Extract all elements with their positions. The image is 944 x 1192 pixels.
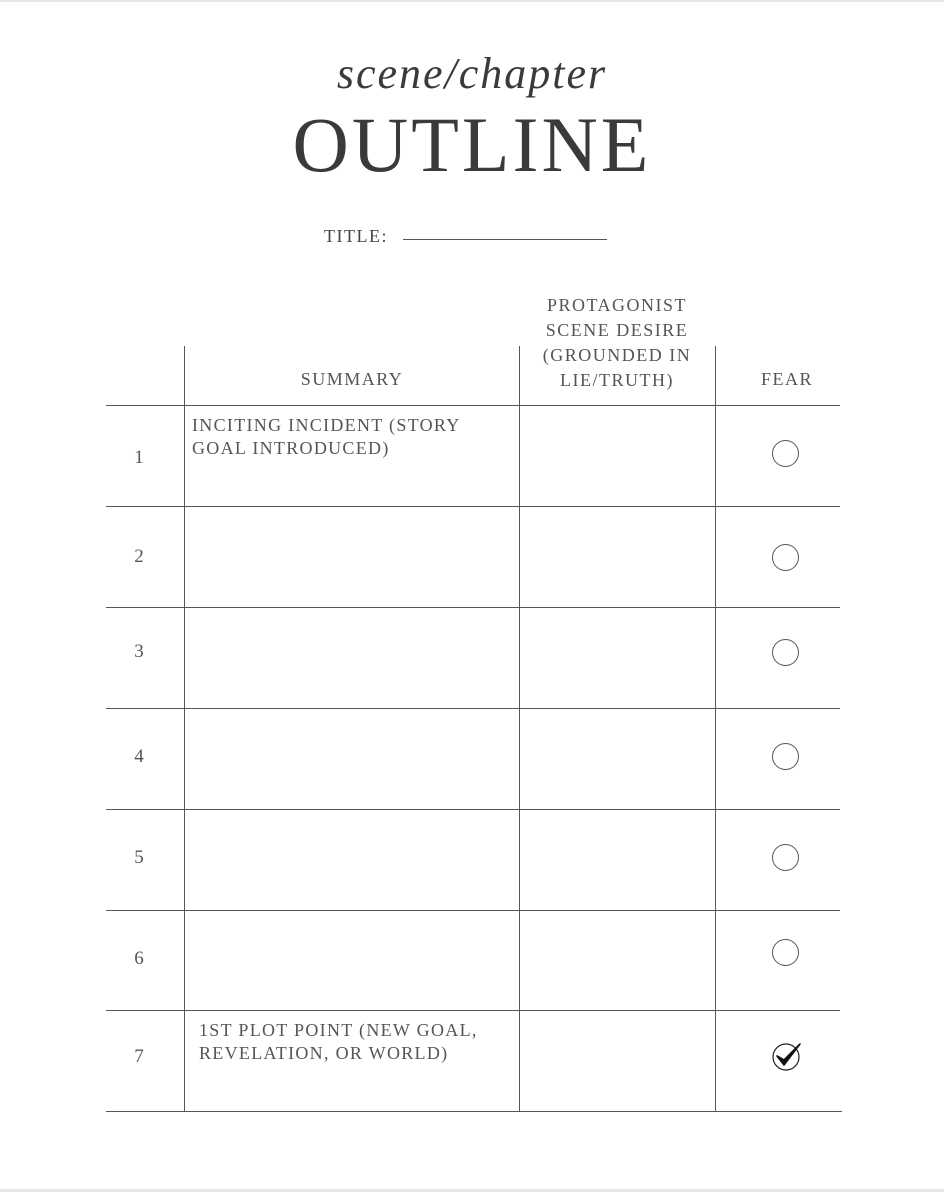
table-row bbox=[106, 506, 842, 607]
table-row bbox=[106, 405, 842, 506]
row-number: 7 bbox=[134, 1046, 144, 1067]
table-row bbox=[106, 910, 842, 1011]
page-top-border bbox=[0, 0, 944, 2]
column-header-desire-line: SCENE DESIRE bbox=[545, 320, 689, 340]
row-number: 4 bbox=[134, 746, 144, 767]
row-summary-line: REVELATION, OR WORLD) bbox=[199, 1043, 449, 1063]
row-summary[interactable] bbox=[199, 1019, 499, 1065]
row-number: 3 bbox=[134, 641, 144, 662]
column-header-desire bbox=[520, 293, 714, 393]
row-summary-line: 1ST PLOT POINT (NEW GOAL, bbox=[199, 1020, 478, 1040]
column-header-desire-line: (GROUNDED IN bbox=[542, 345, 692, 365]
empty-circle-icon[interactable] bbox=[772, 939, 799, 966]
row-summary-line: INCITING INCIDENT (STORY bbox=[192, 415, 461, 435]
title-field-line[interactable] bbox=[403, 239, 607, 240]
table-row bbox=[106, 708, 842, 809]
empty-circle-icon[interactable] bbox=[772, 639, 799, 666]
checkmark-circle-icon[interactable] bbox=[772, 1041, 802, 1071]
column-header-summary: SUMMARY bbox=[300, 369, 404, 389]
column-header-desire-line: PROTAGONIST bbox=[546, 295, 688, 315]
column-header-fear: FEAR bbox=[760, 369, 813, 389]
row-summary[interactable] bbox=[192, 414, 492, 460]
page-title: OUTLINE bbox=[292, 101, 652, 188]
row-number: 1 bbox=[134, 447, 144, 468]
empty-circle-icon[interactable] bbox=[772, 440, 799, 467]
page-subtitle: scene/chapter bbox=[336, 49, 608, 98]
table-row bbox=[106, 1010, 842, 1111]
row-summary-line: GOAL INTRODUCED) bbox=[192, 438, 390, 458]
column-header-desire-line: LIE/TRUTH) bbox=[560, 370, 674, 390]
table-row bbox=[106, 607, 842, 708]
table-row bbox=[106, 809, 842, 910]
row-number: 5 bbox=[134, 847, 144, 868]
empty-circle-icon[interactable] bbox=[772, 844, 799, 871]
row-number: 2 bbox=[134, 546, 144, 567]
empty-circle-icon[interactable] bbox=[772, 743, 799, 770]
title-field-label: TITLE: bbox=[324, 226, 388, 246]
row-number: 6 bbox=[134, 948, 144, 969]
empty-circle-icon[interactable] bbox=[772, 544, 799, 571]
grid-line-horizontal bbox=[106, 1111, 842, 1112]
